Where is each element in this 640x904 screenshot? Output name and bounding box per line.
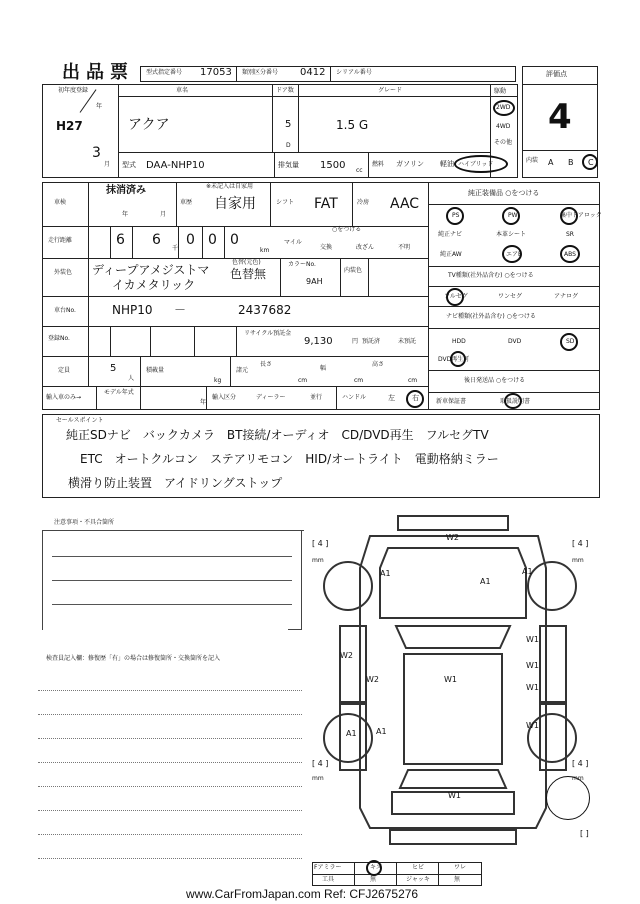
color-no-label: カラーNo.	[288, 261, 316, 268]
class-label: 類別区分番号	[242, 69, 279, 76]
footer-scratch-circle	[366, 860, 382, 876]
grade-value: 1.5 G	[336, 118, 369, 132]
drive-label: 駆動	[494, 88, 507, 95]
damage-mark: W2	[446, 533, 459, 542]
damage-mark: W1	[526, 635, 539, 644]
tread-fr: [ 4 ]	[572, 539, 589, 548]
first-reg-year: H27	[56, 119, 83, 133]
meter-unknown: 不明	[398, 244, 411, 251]
dvd-play: DVD再生可	[438, 356, 470, 363]
tread-rl: [ 4 ]	[312, 759, 329, 768]
spare-tire-circle	[546, 776, 590, 820]
mileage-digit: 0	[208, 232, 217, 248]
exterior-color-line1: ディープアメジストマ	[92, 263, 210, 277]
auction-score: 4	[548, 97, 572, 137]
sales-points-label: セールスポイント	[56, 417, 104, 424]
damage-mark: W1	[444, 675, 457, 684]
wheel-fl	[324, 562, 372, 610]
caution-label: 注意事項・不具合箇所	[54, 519, 115, 526]
header-id-strip	[140, 66, 516, 82]
meter-tamper: 改ざん	[356, 244, 375, 251]
hei-cm: cm	[408, 377, 418, 384]
tread-rr: [ 4 ]	[572, 759, 589, 768]
sales-point-line: ETC オートクルコン ステアリモコン HID/オートライト 電動格納ミラー	[80, 452, 499, 466]
nav-sd: SD	[566, 338, 575, 345]
model-year-unit: 年	[200, 399, 207, 406]
equip-pw: PW	[508, 212, 518, 219]
inspector-label: 検査員記入欄：修復歴「有」の場合は修復箇所・交換箇所を記入	[46, 655, 221, 662]
class-value: 0412	[300, 67, 326, 78]
nav-hdd: HDD	[452, 338, 466, 345]
grade-label: グレード	[378, 87, 403, 94]
handle-left: 左	[388, 394, 395, 402]
rear-window-shape	[400, 770, 506, 788]
displacement-label: 排気量	[278, 161, 299, 169]
hei-label: 高さ	[372, 361, 385, 368]
handle-right-circle	[406, 390, 424, 408]
equip-airbag-circle	[502, 245, 522, 263]
rear-bumper-shape	[390, 830, 516, 844]
damage-mark: A1	[346, 729, 357, 738]
footer-cell: ワレ	[454, 864, 467, 871]
wid-label: 幅	[320, 365, 327, 372]
equip-central-lock: 集中ドアロック	[560, 212, 602, 219]
roof-shape	[404, 654, 502, 764]
type-value: DAA-NHP10	[146, 160, 205, 171]
fuel-diesel: 軽油	[440, 160, 454, 168]
damage-mark: W2	[366, 675, 379, 684]
capacity-label: 定員	[58, 367, 71, 374]
chassis-number: 2437682	[238, 303, 292, 317]
equip-airbag: エアB	[506, 251, 523, 258]
damage-mark: W1	[526, 661, 539, 670]
fuel-label: 燃料	[372, 161, 385, 168]
fuel-hybrid: ハイブリッド	[458, 161, 494, 168]
footer-cell: 無	[454, 876, 461, 883]
chassis-prefix: NHP10	[112, 303, 153, 317]
chassis-label: 車台No.	[54, 307, 76, 314]
recycle-unit: 円	[352, 338, 359, 345]
sales-point-line: 横滑り防止装置 アイドリングストップ	[68, 476, 283, 490]
cc-unit: cc	[356, 167, 363, 174]
equip-ps: PS	[452, 212, 460, 219]
wheel-rl	[324, 714, 372, 762]
mileage-digit: 0	[230, 232, 239, 248]
capacity-value: 5	[110, 363, 117, 374]
damage-mark: A1	[480, 577, 491, 586]
usage-note: ※未記入は自家用	[206, 183, 254, 190]
nav-sd-circle	[560, 333, 578, 351]
meter-note: ○をつける	[332, 226, 362, 233]
interior-b: B	[568, 158, 574, 167]
inspection-year-unit: 年	[122, 211, 129, 218]
year-suffix: 年	[96, 103, 103, 110]
usage-value: 自家用	[214, 196, 256, 212]
model-year-label: モデル年式	[104, 389, 134, 396]
sales-point-line: 純正SDナビ バックカメラ BT接続/オーディオ CD/DVD再生 フルセグTV	[66, 428, 489, 442]
doors-label: ドア数	[276, 87, 294, 94]
interior-label: 内装	[526, 157, 539, 164]
later-warranty: 新車保証書	[436, 398, 467, 405]
handle-right: 右	[412, 394, 419, 402]
dvd-play-circle	[450, 351, 466, 367]
damage-mark: A1	[522, 567, 533, 576]
model-cert-value: 17053	[200, 67, 232, 78]
doors-value: 5	[285, 119, 292, 130]
model-cert-label: 型式指定番号	[146, 69, 183, 76]
recycle-value: 9,130	[304, 336, 333, 347]
footer-cell: ヒビ	[412, 864, 425, 871]
equip-lock-circle	[560, 207, 578, 225]
type-label: 型式	[122, 161, 136, 169]
equip-sr: SR	[566, 231, 574, 238]
import-class-label: 輸入区分	[212, 394, 237, 401]
wid-cm: cm	[354, 377, 364, 384]
color-label: 外装色	[54, 269, 73, 276]
drive-other: その他	[494, 139, 513, 146]
equip-ps-circle	[446, 207, 464, 225]
first-reg-label: 初年度登録	[58, 87, 89, 94]
right-front-door	[540, 626, 566, 702]
later-title: 後日発送品 ○をつける	[464, 377, 526, 384]
drive-2wd-circle	[493, 100, 515, 116]
drive-2wd: 2WD	[496, 104, 511, 111]
tread-unit: mm	[312, 557, 324, 564]
footer-cell: ジャッキ	[406, 876, 430, 883]
meter-swap: 交換	[320, 244, 333, 251]
int-color-label: 内装色	[344, 267, 363, 274]
tv-oneseg: ワンセグ	[498, 293, 523, 300]
exterior-color-line2: イカメタリック	[112, 278, 196, 292]
damage-mark: W1	[526, 683, 539, 692]
tread-unit: mm	[572, 557, 584, 564]
footer-cell: 工具	[322, 876, 335, 883]
thousand-unit: 千	[172, 245, 179, 252]
tread-unit: mm	[572, 775, 584, 782]
damage-mark: W1	[526, 721, 539, 730]
hood-shape	[380, 548, 526, 618]
interior-grade-circle	[582, 154, 598, 170]
dims-label: 諸元	[236, 367, 249, 374]
month-suffix: 月	[104, 161, 111, 168]
handle-label: ハンドル	[342, 394, 367, 401]
tv-title: TV種類(社外品含む) ○をつける	[448, 272, 534, 279]
car-name-label: 車名	[176, 87, 189, 94]
equip-abs-circle	[560, 245, 580, 263]
recycle-label: リサイクル預託金	[244, 330, 292, 337]
equip-navi: 純正ナビ	[438, 231, 463, 238]
tv-fullseg: フルセグ	[444, 293, 468, 300]
tv-fullseg-circle	[446, 288, 464, 306]
import-label: 輸入車のみ→	[46, 394, 82, 401]
tread-fl: [ 4 ]	[312, 539, 329, 548]
ac-value: AAC	[390, 196, 420, 212]
tv-analog: アナログ	[554, 293, 579, 300]
shift-label: シフト	[276, 199, 295, 206]
color-change-label: 色替(元色)	[232, 259, 261, 266]
reg-label: 登録No.	[48, 335, 70, 342]
doors-suffix: D	[286, 142, 291, 149]
damage-mark: A1	[376, 727, 387, 736]
interior-c: C	[588, 158, 594, 167]
fuel-gas: ガソリン	[396, 160, 424, 168]
footer-cell: キズ	[370, 864, 382, 871]
nav-dvd: DVD	[508, 338, 522, 345]
equip-abs: ABS	[564, 251, 576, 258]
damage-mark: W2	[340, 651, 353, 660]
first-reg-month: 3	[92, 145, 101, 161]
mileage-digit: 0	[186, 232, 195, 248]
later-manual: 取扱説明書	[500, 398, 531, 405]
load-label: 積載量	[146, 367, 165, 374]
mileage-label: 走行距離	[48, 237, 73, 244]
mileage-digit: 6	[152, 232, 161, 248]
interior-a: A	[548, 158, 554, 167]
inspection-value: 抹消済み	[106, 185, 146, 196]
inspection-label: 車検	[54, 199, 67, 206]
km-unit: km	[260, 247, 270, 254]
score-label: 評価点	[546, 70, 567, 78]
equipment-title: 純正装備品 ○をつける	[468, 189, 540, 197]
fuel-hybrid-circle	[454, 155, 508, 173]
len-cm: cm	[298, 377, 308, 384]
damage-mark: W1	[448, 791, 461, 800]
equip-aw: 純正AW	[440, 251, 462, 258]
shift-value: FAT	[314, 196, 338, 212]
wheel-fr	[528, 562, 576, 610]
car-name: アクア	[128, 117, 170, 133]
footer-cell: Fアミラー	[314, 864, 342, 871]
inspection-month-unit: 月	[160, 211, 167, 218]
mile-label: マイル	[284, 239, 302, 246]
form-title: 出品票	[62, 62, 134, 83]
tread-unit: mm	[312, 775, 324, 782]
front-bumper-shape	[398, 516, 508, 530]
later-manual-circle	[504, 393, 522, 409]
damage-mark: A1	[380, 569, 391, 578]
usage-label: 車歴	[180, 199, 193, 206]
recycle-paid: 預託済	[362, 338, 381, 345]
left-front-door	[340, 626, 366, 702]
recycle-unpaid: 未預託	[398, 338, 417, 345]
capacity-unit: 人	[128, 375, 135, 382]
chassis-dash: －	[174, 303, 187, 317]
color-no-value: 9AH	[306, 277, 323, 286]
ac-label: 冷房	[357, 199, 370, 206]
serial-label: シリアル番号	[336, 69, 372, 76]
len-label: 長さ	[260, 361, 273, 368]
import-dealer: ディーラー	[256, 394, 286, 401]
equip-leather: 本革シート	[496, 231, 527, 238]
import-parallel: 並行	[310, 394, 323, 401]
spare-bracket: [ ]	[580, 829, 589, 838]
drive-4wd: 4WD	[496, 123, 511, 130]
color-change-value: 色替無	[230, 267, 267, 281]
kg-unit: kg	[214, 377, 222, 384]
watermark-text: www.CarFromJapan.com Ref: CFJ2675276	[186, 887, 419, 901]
equip-pw-circle	[502, 207, 520, 225]
windshield-shape	[396, 626, 510, 648]
nav-title: ナビ種類(社外品含む) ○をつける	[446, 313, 536, 320]
mileage-digit: 6	[116, 232, 125, 248]
displacement-value: 1500	[320, 160, 346, 171]
footer-cell: 無	[370, 876, 377, 883]
